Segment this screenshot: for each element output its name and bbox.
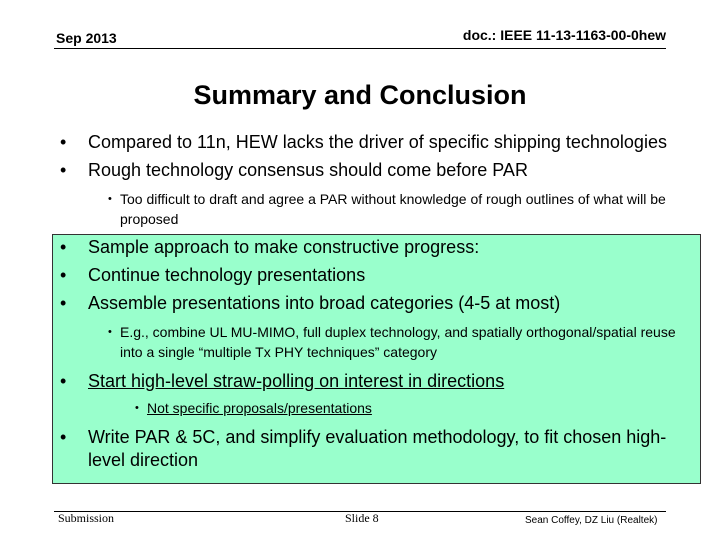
bullet-text: Start high-level straw-polling on interest in directions <box>88 371 505 391</box>
bullet-icon: • <box>60 293 67 313</box>
bullet-icon: • <box>60 160 67 180</box>
header-doc-id: doc.: IEEE 11-13-1163-00-0hew <box>462 27 666 43</box>
bullet-text: Write PAR & 5C, and simplify evaluation methodology, to fit chosen high-level direction <box>88 427 667 470</box>
sub-bullet-text: Too difficult to draft and agree a PAR without knowledge of rough outlines of what will be proposed <box>120 191 666 227</box>
footer-slide-number: Slide 8 <box>345 511 379 525</box>
bullet-text: Compared to 11n, HEW lacks the driver of specific shipping technologies <box>88 132 667 152</box>
bullet-text: Assemble presentations into broad categories (4-5 at most) <box>88 293 561 313</box>
bullet-icon: • <box>108 326 112 338</box>
sub-bullet-text: E.g., combine UL MU-MIMO, full duplex technology, and spatially orthogonal/spatial reuse into a single “multiple Tx PHY techniques” category <box>120 324 676 360</box>
footer-submission: Submission <box>58 511 115 525</box>
bullet-text: Sample approach to make constructive progress: <box>88 237 480 257</box>
bullet-text: Rough technology consensus should come before PAR <box>88 160 528 180</box>
footer-authors: Sean Coffey, DZ Liu (Realtek) <box>525 515 658 526</box>
header-date: Sep 2013 <box>56 30 117 46</box>
bullet-icon: • <box>60 265 67 285</box>
sub-bullet-text: Not specific proposals/presentations <box>147 400 372 416</box>
bullet-icon: • <box>60 371 67 391</box>
bullet-icon: • <box>135 402 139 414</box>
bullet-text: Continue technology presentations <box>88 265 366 285</box>
bullet-icon: • <box>60 237 67 257</box>
header-divider <box>54 48 666 49</box>
slide-title: Summary and Conclusion <box>193 80 527 110</box>
bullet-icon: • <box>60 427 67 447</box>
bullet-icon: • <box>60 132 67 152</box>
bullet-icon: • <box>108 193 112 205</box>
